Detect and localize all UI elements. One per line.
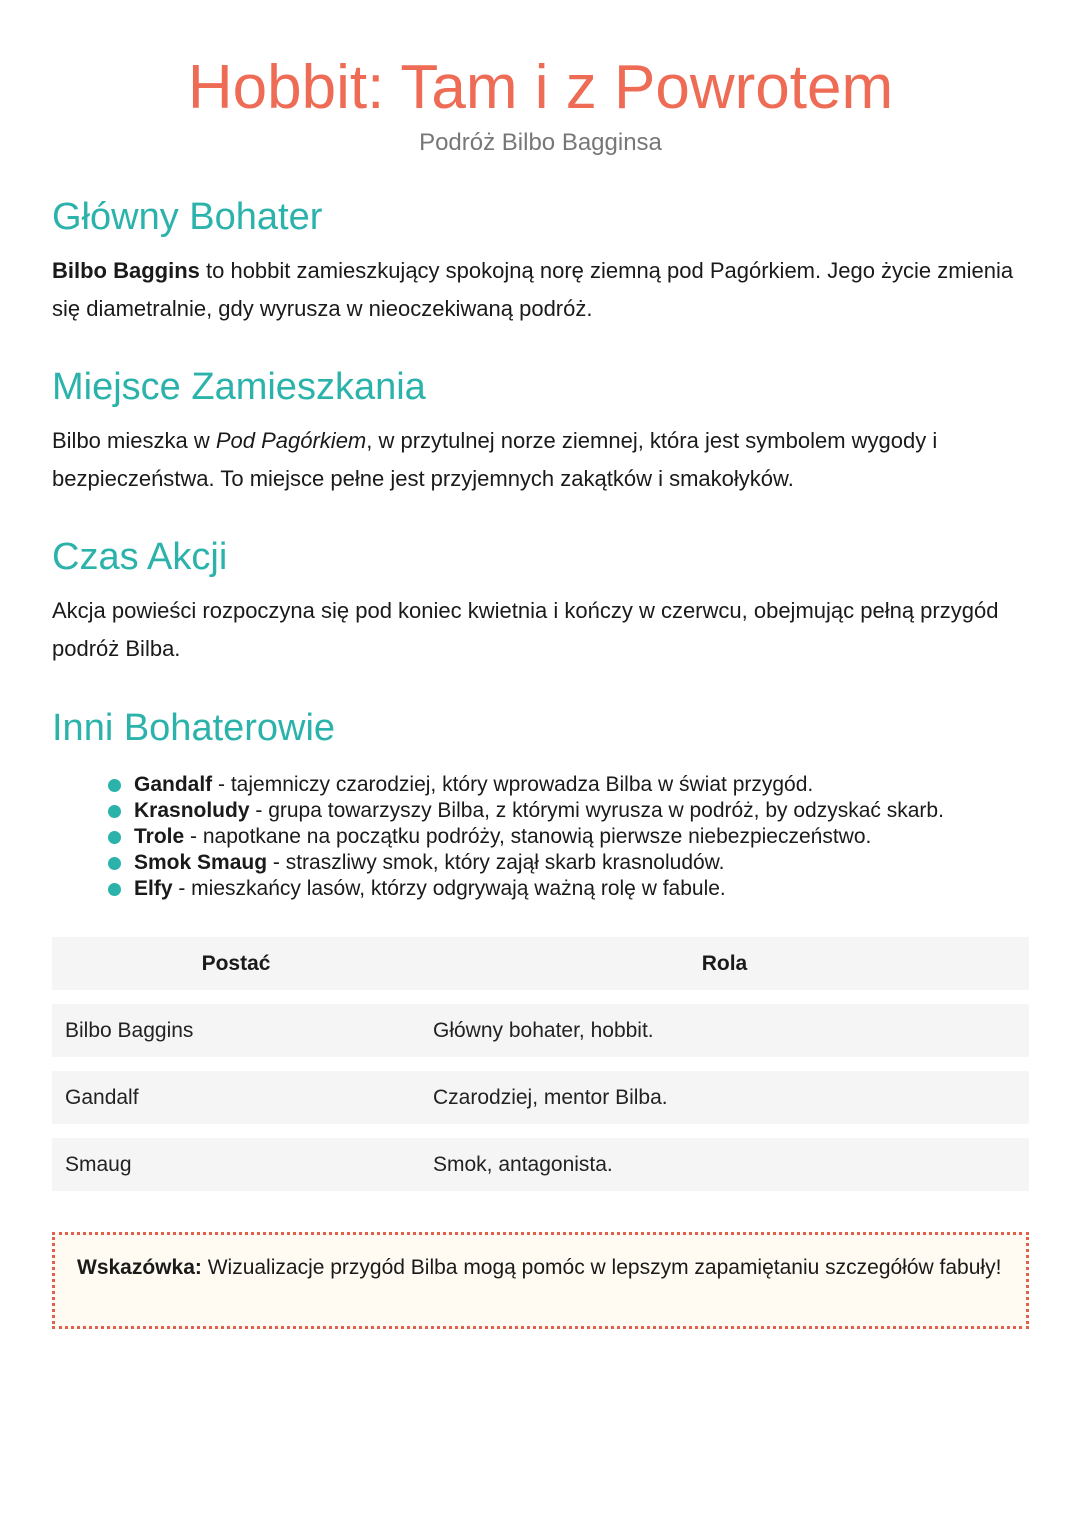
list-item [108, 876, 1048, 902]
characters-list [108, 772, 1048, 902]
bullet-icon [108, 805, 121, 818]
table-header-row [52, 937, 1029, 990]
section-text-main-hero [52, 252, 1029, 328]
list-item [108, 824, 1048, 850]
table-row [52, 1138, 1029, 1191]
section-heading-main-hero: Główny Bohater [52, 196, 323, 238]
hero-name: Bilbo Baggins [52, 258, 200, 283]
character-description: - mieszkańcy lasów, którzy odgrywają ważną rolę w fabule. [172, 877, 726, 900]
character-description: - straszliwy smok, który zajął skarb krasnoludów. [267, 851, 725, 874]
table-row [52, 1004, 1029, 1057]
character-description: - tajemniczy czarodziej, który wprowadza Bilba w świat przygód. [212, 773, 814, 796]
section-text-residence [52, 422, 1029, 498]
character-name: Krasnoludy [134, 799, 250, 822]
table-cell-character: Smaug [65, 1153, 132, 1176]
table-cell-role: Główny bohater, hobbit. [433, 1019, 654, 1042]
table-header-role: Rola [701, 952, 748, 975]
list-item [108, 850, 1048, 876]
tip-label: Wskazówka: [77, 1256, 202, 1279]
hero-description: to hobbit zamieszkujący spokojną norę ziemną pod Pagórkiem. Jego życie zmienia się diametralnie, gdy wyrusza w nieoczekiwaną podróż. [52, 258, 1014, 321]
bullet-icon [108, 831, 121, 844]
character-name: Elfy [134, 877, 173, 900]
list-item [108, 772, 1048, 798]
list-item [108, 798, 1048, 824]
section-heading-others: Inni Bohaterowie [52, 707, 336, 749]
section-heading-time: Czas Akcji [52, 536, 228, 578]
bullet-icon [108, 857, 121, 870]
table-header-character: Postać [201, 952, 271, 975]
table-cell-character: Bilbo Baggins [65, 1019, 194, 1042]
section-text-time: Akcja powieści rozpoczyna się pod koniec kwietnia i kończy w czerwcu, obejmując pełną przygód podróż Bilba. [52, 598, 999, 661]
residence-text-after: , w przytulnej norze ziemnej, która jest symbolem wygody i bezpieczeństwa. To miejsce pełne jest przyjemnych zakątków i smakołyków. [52, 428, 938, 491]
table-cell-role: Czarodziej, mentor Bilba. [433, 1086, 668, 1109]
page-title: Hobbit: Tam i z Powrotem [187, 53, 894, 122]
bullet-icon [108, 779, 121, 792]
character-name: Gandalf [134, 773, 213, 796]
residence-place-name: Pod Pagórkiem [215, 428, 367, 453]
residence-text-before: Bilbo mieszka w [52, 428, 216, 453]
character-description: - grupa towarzyszy Bilba, z którymi wyrusza w podróż, by odzyskać skarb. [249, 799, 944, 822]
page-subtitle: Podróż Bilbo Bagginsa [419, 129, 662, 156]
character-description: - napotkane na początku podróży, stanowią pierwsze niebezpieczeństwo. [184, 825, 872, 848]
tip-box [52, 1232, 1029, 1329]
section-heading-residence: Miejsce Zamieszkania [52, 366, 426, 408]
tip-text: Wizualizacje przygód Bilba mogą pomóc w lepszym zapamiętaniu szczegółów fabuły! [201, 1256, 1002, 1279]
table-cell-character: Gandalf [65, 1086, 139, 1109]
character-name: Smok Smaug [134, 851, 268, 874]
table-row [52, 1071, 1029, 1124]
bullet-icon [108, 883, 121, 896]
character-name: Trole [134, 825, 185, 848]
table-cell-role: Smok, antagonista. [433, 1153, 613, 1176]
